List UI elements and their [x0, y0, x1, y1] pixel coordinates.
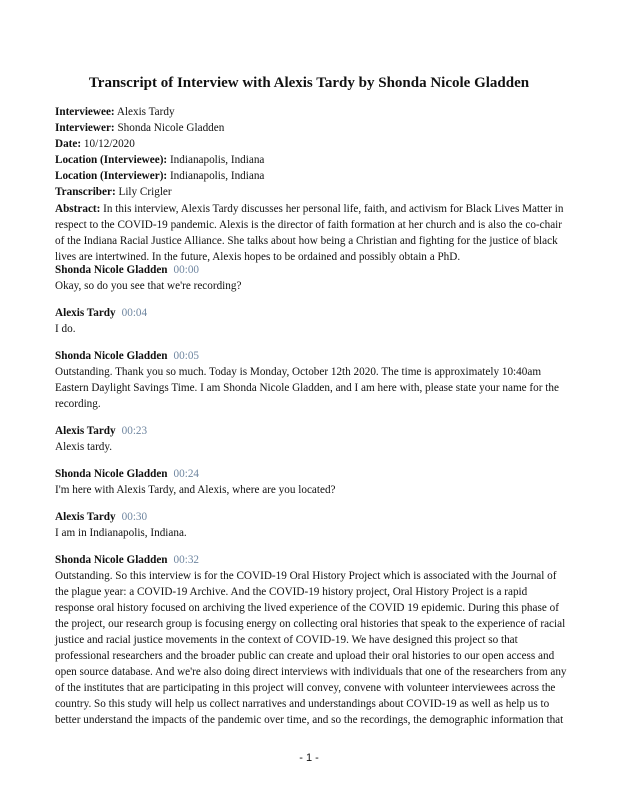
speaker-name: Alexis Tardy	[55, 425, 116, 437]
meta-label: Transcriber:	[55, 186, 116, 198]
meta-label: Interviewee:	[55, 106, 115, 118]
timestamp: 00:30	[121, 511, 148, 523]
transcript-turn	[55, 348, 567, 412]
meta-label: Interviewer:	[55, 122, 115, 134]
meta-value: Indianapolis, Indiana	[169, 154, 265, 166]
transcript-turn	[55, 305, 567, 337]
document-title: Transcript of Interview with Alexis Tardy by Shonda Nicole Gladden	[88, 75, 530, 91]
transcript-turn	[55, 466, 567, 498]
meta-value: Shonda Nicole Gladden	[117, 122, 225, 134]
meta-label: Date:	[55, 138, 82, 150]
abstract	[55, 201, 567, 265]
meta-label: Location (Interviewer):	[55, 170, 168, 182]
meta-value: 10/12/2020	[83, 138, 135, 150]
timestamp: 00:32	[173, 554, 200, 566]
page-number: - 1 -	[299, 752, 319, 764]
timestamp: 00:05	[173, 350, 200, 362]
meta-location-interviewer	[55, 168, 575, 184]
meta-label: Location (Interviewee):	[55, 154, 168, 166]
transcript-turn	[55, 509, 567, 541]
meta-transcriber	[55, 184, 575, 200]
timestamp: 00:00	[173, 264, 200, 276]
timestamp: 00:04	[121, 307, 148, 319]
turn-text: I am in Indianapolis, Indiana.	[55, 527, 187, 539]
interview-metadata	[55, 104, 575, 200]
meta-value: Indianapolis, Indiana	[169, 170, 265, 182]
turn-text: Okay, so do you see that we're recording?	[55, 280, 242, 292]
meta-value: Alexis Tardy	[116, 106, 175, 118]
turn-text: Alexis tardy.	[55, 441, 113, 453]
abstract-text: In this interview, Alexis Tardy discusses her personal life, faith, and activism for Black Lives Matter in respect to the COVID-19 pandemic. Alexis is the director of faith formation at her church and is also the co-chair of the Indiana Racial Justice Alliance. She talks about how being a Christian and fighting for the justice of black lives are intertwined. In the future, Alexis hopes to be ordained and possibly obtain a PhD.	[55, 203, 564, 263]
turn-text: I do.	[55, 323, 76, 335]
timestamp: 00:24	[173, 468, 200, 480]
speaker-name: Alexis Tardy	[55, 307, 116, 319]
speaker-name: Shonda Nicole Gladden	[55, 554, 168, 566]
transcript-turn	[55, 552, 567, 728]
meta-location-interviewee	[55, 152, 575, 168]
meta-value: Lily Crigler	[118, 186, 172, 198]
meta-date	[55, 136, 575, 152]
speaker-name: Alexis Tardy	[55, 511, 116, 523]
meta-interviewee	[55, 104, 575, 120]
turn-text: Outstanding. Thank you so much. Today is Monday, October 12th 2020. The time is approximately 10:40am Eastern Daylight Savings Time. I am Shonda Nicole Gladden, and I am here with, please state your name for the recording.	[55, 366, 559, 410]
timestamp: 00:23	[121, 425, 148, 437]
speaker-name: Shonda Nicole Gladden	[55, 468, 168, 480]
transcript-turn	[55, 262, 567, 294]
meta-interviewer	[55, 120, 575, 136]
turn-text: I'm here with Alexis Tardy, and Alexis, where are you located?	[55, 484, 336, 496]
abstract-label: Abstract:	[55, 203, 101, 215]
speaker-name: Shonda Nicole Gladden	[55, 264, 168, 276]
turn-text: Outstanding. So this interview is for the COVID-19 Oral History Project which is associated with the Journal of the plague year: a COVID-19 Archive. And the COVID-19 history project, Oral History Project is a rapid response oral history focused on archiving the lived experience of the COVID 19 epidemic. During this phase of the project, our research group is focusing energy on collecting oral histories that speak to the experience of racial justice and racial justice movements in the context of COVID-19. We have designed this project so that professional researchers and the broader public can create and upload their oral histories to our open access and open source database. And we're also doing direct interviews with individuals that one of the researchers from any of the institutes that are participating in this project will convey, convene with volunteer interviewees across the country. So this study will help us collect narratives and understandings about COVID-19 as well as help us to better understand the impacts of the pandemic over time, and so the recordings, the demographic information that	[55, 570, 567, 726]
transcript-turn	[55, 423, 567, 455]
speaker-name: Shonda Nicole Gladden	[55, 350, 168, 362]
